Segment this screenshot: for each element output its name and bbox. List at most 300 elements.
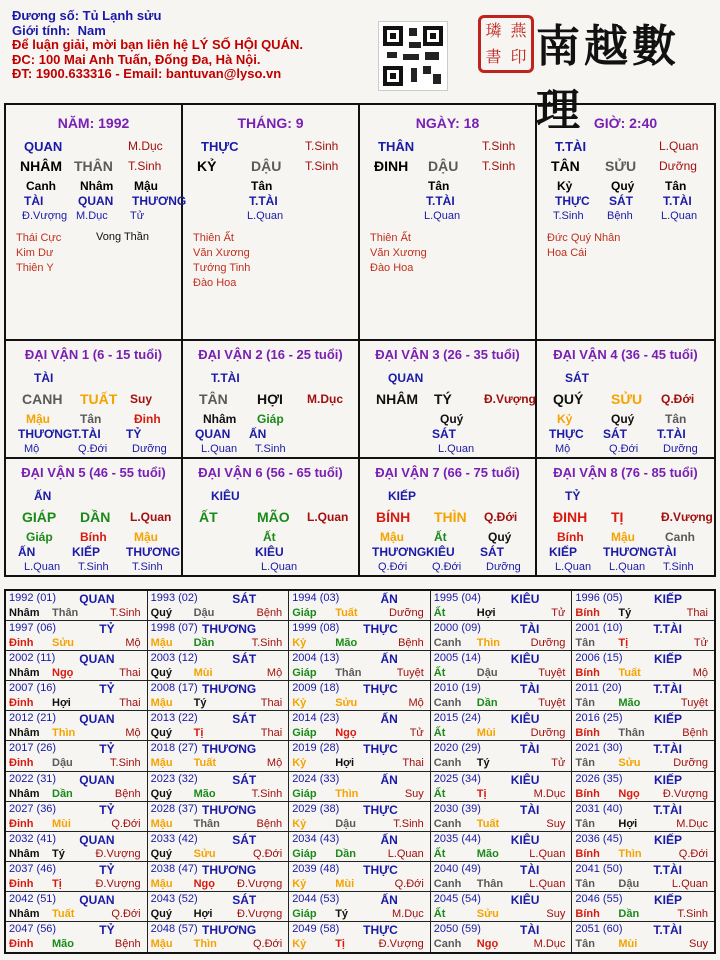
qr-code[interactable] [378,21,448,91]
year-god: SÁT [232,592,257,606]
year-chi: Thìn [618,847,642,860]
dai-van-can: TÂN [199,391,228,407]
year-god: KIÊU [510,772,540,787]
year-chi: Tị [335,937,345,950]
year-can: Mậu [150,757,173,770]
seal-stamp: 璘 燕 書 印 [478,15,534,73]
year-chi: Thìn [335,787,359,800]
year-cell[interactable] [431,892,573,922]
year-can: Bính [575,727,600,740]
year-label: 2016 (25) [575,712,623,725]
year-cell[interactable] [289,621,431,651]
hidden-stage: L.Quan [24,561,61,573]
year-label: 2034 (43) [292,832,340,845]
year-chi: Mùi [618,937,638,950]
hidden-stage: Dưỡng [663,443,698,455]
year-label: 2023 (32) [150,772,198,785]
year-can: Canh [433,637,462,650]
dai-van-god: T.TÀI [211,371,240,385]
year-cell[interactable] [572,621,714,651]
year-chi: Ngọ [52,667,74,680]
year-stage: Dưỡng [673,757,708,770]
year-chi: Mùi [335,877,355,890]
hidden-stem: Mậu [380,530,404,544]
year-can: Kỷ [292,877,307,890]
year-god: SÁT [232,652,257,667]
year-can: Giáp [292,727,317,740]
year-cell[interactable] [289,711,431,741]
year-label: 2026 (35) [575,772,623,785]
year-god: KIẾP [653,592,682,606]
year-label: 2004 (13) [292,652,340,665]
dai-van-title: ĐẠI VẬN 5 (46 - 55 tuổi) [21,465,166,480]
year-cell[interactable] [6,922,148,952]
year-label: 2006 (15) [575,652,623,665]
year-cell[interactable] [148,621,290,651]
hidden-stem: Giáp [257,412,284,426]
year-god: THƯƠNG [202,862,257,877]
year-chi: Sửu [52,637,75,650]
dai-van-stage: Đ.Vượng [661,510,713,524]
year-stage: Bệnh [256,817,283,830]
year-stage: Thai [119,667,141,680]
dai-van-7[interactable] [360,459,537,575]
dai-van-row-1 [4,341,716,459]
hidden-stage: L.Quan [661,210,698,222]
year-god: SÁT [232,892,257,907]
year-can: Canh [433,877,462,890]
year-stage: Bệnh [114,787,141,800]
year-god: KIẾP [653,772,682,787]
star-item: Tướng Tinh [193,262,251,274]
year-stage: T.Sinh [677,907,708,920]
year-cell[interactable] [289,772,431,802]
dai-van-title: ĐẠI VẬN 1 (6 - 15 tuổi) [24,347,163,362]
year-cell[interactable] [289,741,431,771]
year-chi: Tuất [52,907,75,920]
year-god: KIẾP [653,712,682,727]
year-can: Bính [575,847,600,860]
year-cell[interactable] [572,772,714,802]
year-cell[interactable] [431,681,573,711]
dai-van-chi: TỊ [611,509,624,525]
year-god: T.TÀI [653,802,682,817]
year-cell[interactable] [148,832,290,862]
year-label: 2017 (26) [9,742,57,755]
year-god: T.TÀI [653,622,682,637]
year-cell[interactable] [572,862,714,892]
year-can: Kỷ [292,757,307,770]
year-label: 2002 (11) [9,652,56,665]
year-chi: Ngọ [476,937,499,950]
year-cell[interactable] [289,802,431,832]
year-label: 2024 (33) [292,772,340,785]
year-stage: T.Sinh [251,637,283,650]
year-god: KIÊU [510,712,540,727]
hidden-stem: Bính [80,530,107,544]
year-label: 2051 (60) [575,922,623,935]
star-item: Thiên Ất [193,232,234,244]
hidden-god: THƯƠNG [603,545,658,559]
year-chi: Dần [335,847,356,860]
year-cell[interactable] [289,922,431,952]
year-chi: Tị [618,637,629,650]
year-cell[interactable] [289,832,431,862]
year-chi: Tuất [618,667,641,680]
year-can: Ất [433,907,446,920]
year-can: Tân [575,817,595,830]
hidden-stage: L.Quan [609,561,646,573]
four-pillars-table [4,103,716,341]
year-cell[interactable] [148,651,290,681]
year-cell[interactable] [6,681,148,711]
year-label: 2048 (57) [150,922,198,935]
dai-van-title: ĐẠI VẬN 6 (56 - 65 tuổi) [198,465,343,480]
year-cell[interactable] [431,802,573,832]
year-chi: Tuất [193,757,216,770]
year-god: T.TÀI [653,862,682,877]
hidden-stem: Canh [26,179,56,193]
year-label: 2021 (30) [575,742,623,755]
year-can: Nhâm [9,847,40,860]
year-chi: Hợi [476,607,496,619]
year-stage: Mộ [266,757,283,770]
year-can: Canh [433,757,462,770]
year-cell[interactable] [289,892,431,922]
year-god: THỰC [363,682,398,697]
year-label: 2019 (28) [292,742,340,755]
year-cell[interactable] [572,922,714,952]
year-cell[interactable] [572,802,714,832]
hidden-stem: Tân [80,412,102,426]
hidden-god: THỰC [549,427,584,441]
year-chi: Hợi [52,697,71,710]
year-can: Canh [433,817,462,830]
year-stage: Thai [686,607,708,619]
year-god: KIẾP [653,892,682,907]
year-god: TỶ [99,802,115,817]
year-can: Nhâm [9,727,40,740]
year-can: Kỷ [292,697,307,710]
pillar-2 [360,105,537,339]
year-cell[interactable] [148,711,290,741]
year-stage: Q.Đới [252,847,283,860]
year-cell[interactable] [572,892,714,922]
phone-email-line: ĐT: 1900.633316 - Email: bantuvan@lyso.vn [12,66,282,81]
year-cell[interactable] [431,651,573,681]
year-cell[interactable] [6,892,148,922]
year-stage: Mộ [125,637,141,650]
year-chi: Dậu [618,877,640,890]
hidden-god: T.TÀI [72,427,101,441]
hidden-god: KIẾP [549,545,578,559]
year-cell[interactable] [148,681,290,711]
year-label: 2046 (55) [575,892,623,905]
year-stage: Q.Đới [678,847,708,860]
year-label: 2009 (18) [292,682,340,695]
dai-van-title: ĐẠI VẬN 4 (36 - 45 tuổi) [553,347,698,362]
pillar-can: KỶ [197,158,217,174]
year-cell[interactable] [572,651,714,681]
hidden-god: KIẾP [72,545,101,559]
dai-van-2[interactable] [183,341,360,457]
year-god: TỶ [99,682,115,697]
dai-van-can: ĐINH [553,509,588,525]
year-label: 2045 (54) [433,892,481,905]
address-line: ĐC: 100 Mai Anh Tuấn, Đống Đa, Hà Nội. [12,51,261,67]
dai-van-5[interactable] [6,459,183,575]
pillar-chi-stage: T.Sinh [128,159,162,173]
hidden-stage: L.Quan [555,561,592,573]
hidden-stem: Tân [428,179,450,193]
year-label: 1993 (02) [150,592,198,604]
year-god: TỶ [99,862,115,877]
star-item: Đào Hoa [193,277,237,289]
year-chi: Thân [193,817,220,830]
year-god: THỰC [363,802,398,817]
year-god: ẤN [380,892,398,907]
star-item: Kim Dư [16,247,54,259]
year-chi: Tý [476,757,490,770]
hidden-stage: T.Sinh [78,561,109,573]
year-cell[interactable] [6,862,148,892]
hidden-stage: Dưỡng [132,443,167,455]
year-chi: Sửu [335,697,358,710]
hidden-stem: Tân [251,179,273,193]
year-stage: Tuyệt [538,697,566,710]
hidden-stem: Canh [665,530,695,544]
year-god: T.TÀI [653,922,682,937]
year-cell[interactable] [289,681,431,711]
year-cell[interactable] [431,832,573,862]
year-cell[interactable] [6,802,148,832]
year-cell[interactable] [431,772,573,802]
year-cell[interactable] [6,711,148,741]
hidden-god: T.TÀI [249,194,278,208]
dai-van-can: GIÁP [22,509,57,525]
dai-van-6[interactable] [183,459,360,575]
year-cell[interactable] [572,741,714,771]
year-chi: Tị [52,877,62,890]
year-cell[interactable] [572,711,714,741]
dai-van-chi: THÌN [434,509,467,525]
year-label: 2032 (41) [9,832,57,845]
year-cell[interactable] [148,922,290,952]
year-label: 2050 (59) [433,922,481,935]
hidden-stem: Quý [611,412,635,426]
year-stage: M.Dục [533,787,566,800]
year-can: Quý [150,787,172,800]
star-item: Thiên Y [16,262,54,274]
dai-van-1[interactable] [6,341,183,457]
year-god: ẤN [380,652,398,667]
hidden-stem: Kỷ [557,412,573,426]
year-god: THƯƠNG [202,622,257,637]
year-can: Ất [433,607,446,619]
year-chi: Hợi [335,757,355,770]
year-cell[interactable] [6,832,148,862]
pillar-stars [547,231,620,261]
year-cell[interactable] [431,711,573,741]
hidden-stem: Tân [665,412,687,426]
pillar-chi-stage: T.Sinh [482,159,516,173]
year-god: KIÊU [510,892,540,907]
year-cell[interactable] [431,741,573,771]
year-can: Bính [575,907,600,920]
year-cell[interactable] [289,651,431,681]
hidden-god: THƯƠNG [18,427,73,441]
year-god: TÀI [520,682,540,697]
year-chi: Thân [618,727,645,740]
year-label: 1999 (08) [292,622,340,635]
year-label: 2008 (17) [150,682,198,695]
star-item: Hoa Cái [547,247,587,259]
year-god: THỰC [363,862,398,877]
year-can: Quý [150,847,172,860]
dai-van-stage: Q.Đới [661,392,695,406]
year-stage: Tử [693,637,708,650]
hidden-stem: Quý [440,412,464,426]
year-cell[interactable] [148,802,290,832]
hidden-god: QUAN [195,427,231,441]
hidden-stem: Mậu [611,530,635,544]
year-cell[interactable] [6,651,148,681]
year-label: 2035 (44) [433,832,481,845]
year-can: Tân [575,757,595,770]
pillar-chi: DẬU [428,158,459,174]
year-label: 2010 (19) [433,682,481,695]
year-cell[interactable] [572,681,714,711]
year-stage: Dưỡng [389,607,424,619]
year-cell[interactable] [148,892,290,922]
dai-van-8[interactable] [537,459,714,575]
year-cell[interactable] [431,862,573,892]
pillar-stars [370,231,427,276]
pillar-3 [537,105,714,339]
year-cell[interactable] [6,772,148,802]
dai-van-chi: TÝ [434,391,452,407]
year-label: 2041 (50) [575,862,623,875]
year-chi: Thìn [476,637,501,650]
dai-van-god: SÁT [565,371,589,385]
year-can: Đinh [9,697,34,710]
hidden-god: THƯƠNG [126,545,181,559]
year-label: 1998 (07) [150,622,198,635]
hidden-stage: Q.Đới [432,561,462,573]
year-cell[interactable] [289,862,431,892]
year-chi: Sửu [618,757,641,770]
year-god: QUAN [79,832,115,847]
year-can: Bính [575,607,600,619]
hidden-stage: Đ.Vượng [22,210,68,222]
pillar-can-stage: L.Quan [659,139,699,153]
year-cell[interactable] [6,741,148,771]
hidden-stage: Tử [130,210,145,222]
year-cell[interactable] [148,591,290,621]
year-can: Kỷ [292,937,307,950]
year-cell[interactable] [148,862,290,892]
year-chi: Mùi [193,667,213,680]
year-stage: Tử [551,607,566,619]
year-stage: Thai [402,757,424,770]
year-stage: Bệnh [682,727,708,740]
year-god: KIẾP [653,832,682,847]
year-chi: Mùi [52,817,71,830]
year-stage: Thai [260,727,283,740]
year-cell[interactable] [6,621,148,651]
year-chi: Mão [193,787,216,800]
year-cell[interactable] [289,591,431,621]
year-cell[interactable] [148,772,290,802]
year-cell[interactable] [572,591,714,621]
year-chi: Ngọ [335,727,357,740]
year-can: Canh [433,937,462,950]
year-cell[interactable] [431,591,573,621]
hidden-god: TÀI [657,545,677,559]
hidden-god: SÁT [480,545,504,559]
year-can: Kỷ [292,817,307,830]
year-label: 2022 (31) [9,772,57,785]
year-label: 2028 (37) [150,802,198,815]
dai-van-title: ĐẠI VẬN 3 (26 - 35 tuổi) [375,347,520,362]
year-god: TỶ [99,922,115,937]
year-god: TÀI [520,862,540,877]
year-cell[interactable] [148,741,290,771]
year-label: 2027 (36) [9,802,57,815]
dai-van-can: BÍNH [376,509,411,525]
hidden-stage: Dưỡng [486,561,521,573]
star-item: Văn Xương [370,247,427,259]
year-stage: Mộ [692,667,708,680]
year-stage: T.Sinh [110,607,141,619]
year-label: 2001 (10) [575,622,623,635]
year-can: Mậu [150,697,173,710]
year-stage: Bệnh [256,607,283,619]
pillar-can-god: THỰC [201,139,239,154]
year-god: THƯƠNG [202,922,257,937]
pillar-can-stage: T.Sinh [305,139,339,153]
dai-van-god: ẤN [34,489,52,503]
year-can: Tân [575,877,595,890]
star-item: Thái Cực [16,232,62,244]
year-stage: Dưỡng [530,637,566,650]
annual-luck-grid [4,589,716,954]
year-stage: Mộ [408,697,424,710]
year-stage: Q.Đới [111,907,141,920]
year-label: 2049 (58) [292,922,340,935]
year-cell[interactable] [572,832,714,862]
dai-van-row-2 [4,459,716,577]
dai-van-can: NHÂM [376,391,418,407]
hidden-god: THỰC [555,194,590,208]
year-label: 2037 (46) [9,862,57,875]
year-label: 2020 (29) [433,742,481,755]
hidden-god: KIÊU [255,545,284,559]
year-stage: M.Dục [392,907,424,920]
pillar-can-stage: M.Dục [128,139,163,153]
year-chi: Tuất [476,817,500,830]
dai-van-3[interactable] [360,341,537,457]
dai-van-4[interactable] [537,341,714,457]
year-cell[interactable] [6,591,148,621]
year-label: 2003 (12) [150,652,198,665]
star-item: Đức Quý Nhân [547,232,621,244]
year-can: Ất [433,787,446,800]
dai-van-stage: M.Dục [307,392,343,406]
year-cell[interactable] [431,621,573,651]
pillar-chi: THÂN [74,158,113,174]
year-cell[interactable] [431,922,573,952]
